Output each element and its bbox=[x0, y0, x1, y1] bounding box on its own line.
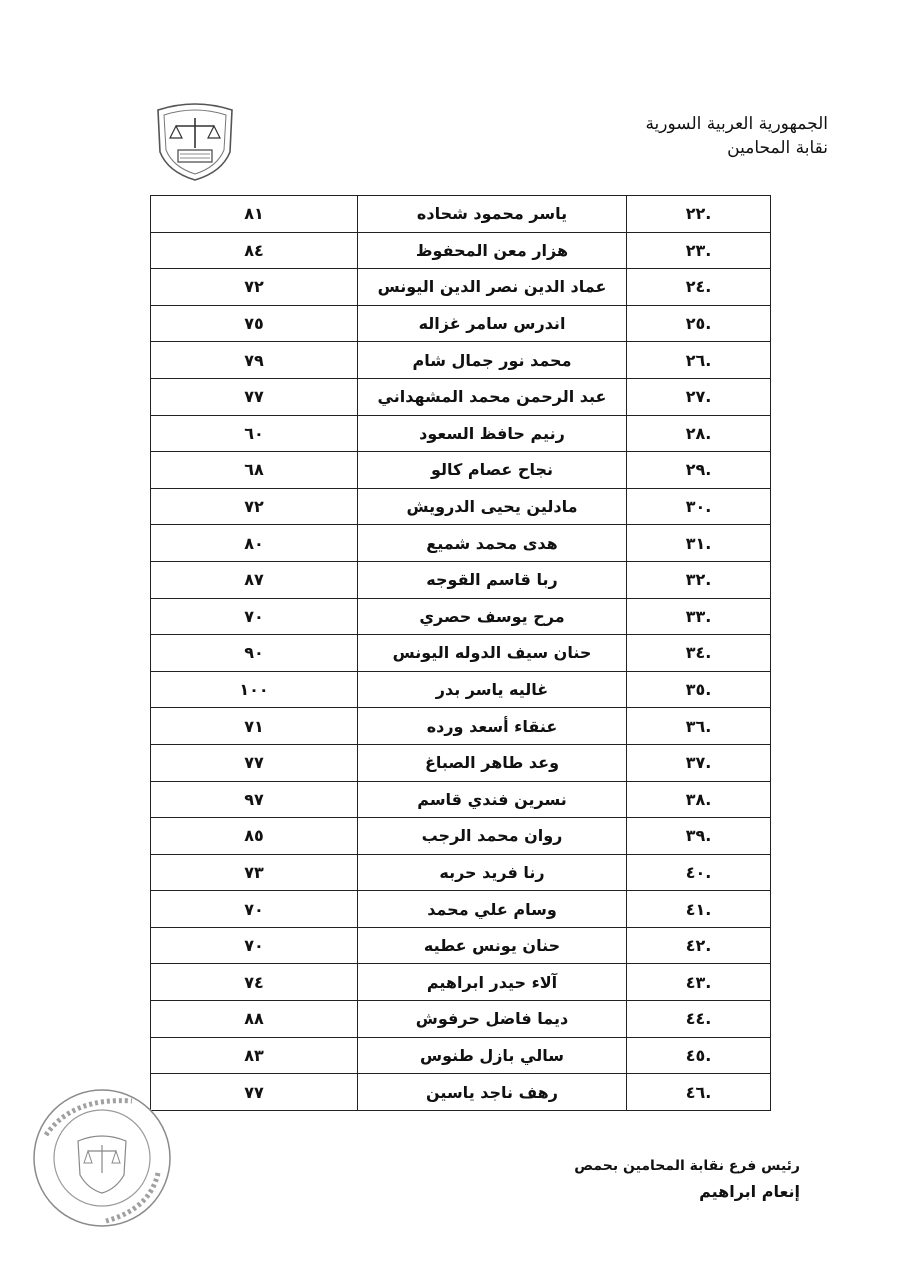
name-cell: عماد الدين نصر الدين اليونس bbox=[358, 269, 627, 306]
table-row bbox=[151, 561, 771, 598]
score-cell: ٧٥ bbox=[151, 305, 358, 342]
table-row bbox=[151, 1074, 771, 1111]
row-number-cell: .٤٠ bbox=[627, 854, 771, 891]
row-number-cell: .٣١ bbox=[627, 525, 771, 562]
score-cell: ٨١ bbox=[151, 196, 358, 233]
table-row bbox=[151, 598, 771, 635]
table-row bbox=[151, 781, 771, 818]
row-number-cell: .٣٣ bbox=[627, 598, 771, 635]
row-number-cell: .٣٥ bbox=[627, 671, 771, 708]
table-row bbox=[151, 891, 771, 928]
row-number-cell: .٢٥ bbox=[627, 305, 771, 342]
name-cell: هزار معن المحفوظ bbox=[358, 232, 627, 269]
table-row bbox=[151, 415, 771, 452]
row-number-cell: .٢٢ bbox=[627, 196, 771, 233]
name-cell: حنان سيف الدوله اليونس bbox=[358, 635, 627, 672]
score-cell: ٨٠ bbox=[151, 525, 358, 562]
table-row bbox=[151, 744, 771, 781]
row-number-cell: .٢٣ bbox=[627, 232, 771, 269]
score-cell: ٧٢ bbox=[151, 488, 358, 525]
score-cell: ٨٥ bbox=[151, 818, 358, 855]
row-number-cell: .٣٢ bbox=[627, 561, 771, 598]
name-cell: رنيم حافظ السعود bbox=[358, 415, 627, 452]
name-cell: هدى محمد شميع bbox=[358, 525, 627, 562]
table-row bbox=[151, 452, 771, 489]
table-row bbox=[151, 964, 771, 1001]
name-cell: ياسر محمود شحاده bbox=[358, 196, 627, 233]
row-number-cell: .٢٩ bbox=[627, 452, 771, 489]
row-number-cell: .٢٦ bbox=[627, 342, 771, 379]
score-cell: ٦٨ bbox=[151, 452, 358, 489]
name-cell: رهف ناجد ياسين bbox=[358, 1074, 627, 1111]
name-cell: سالي بازل طنوس bbox=[358, 1037, 627, 1074]
name-cell: نسرين فندي قاسم bbox=[358, 781, 627, 818]
score-cell: ٦٠ bbox=[151, 415, 358, 452]
score-cell: ٧٠ bbox=[151, 598, 358, 635]
table-row bbox=[151, 927, 771, 964]
document-header bbox=[645, 112, 828, 160]
name-cell: اندرس سامر غزاله bbox=[358, 305, 627, 342]
name-cell: وعد طاهر الصباغ bbox=[358, 744, 627, 781]
score-cell: ٩٠ bbox=[151, 635, 358, 672]
row-number-cell: .٣٠ bbox=[627, 488, 771, 525]
table-row bbox=[151, 671, 771, 708]
name-cell: حنان يونس عطيه bbox=[358, 927, 627, 964]
table-row bbox=[151, 818, 771, 855]
row-number-cell: .٣٧ bbox=[627, 744, 771, 781]
row-number-cell: .٤٥ bbox=[627, 1037, 771, 1074]
score-cell: ٧٢ bbox=[151, 269, 358, 306]
table-row bbox=[151, 342, 771, 379]
score-cell: ٧٠ bbox=[151, 927, 358, 964]
name-cell: مادلين يحيى الدرويش bbox=[358, 488, 627, 525]
name-cell: نجاح عصام كالو bbox=[358, 452, 627, 489]
score-cell: ٧٧ bbox=[151, 744, 358, 781]
name-cell: ديما فاضل حرفوش bbox=[358, 1001, 627, 1038]
official-stamp-icon bbox=[22, 1083, 182, 1233]
row-number-cell: .٤١ bbox=[627, 891, 771, 928]
row-number-cell: .٤٢ bbox=[627, 927, 771, 964]
table-row bbox=[151, 635, 771, 672]
row-number-cell: .٢٧ bbox=[627, 378, 771, 415]
table-row bbox=[151, 196, 771, 233]
name-cell: عنقاء أسعد ورده bbox=[358, 708, 627, 745]
row-number-cell: .٣٤ bbox=[627, 635, 771, 672]
score-cell: ٧٧ bbox=[151, 1074, 358, 1111]
name-cell: محمد نور جمال شام bbox=[358, 342, 627, 379]
score-cell: ٧١ bbox=[151, 708, 358, 745]
score-cell: ٨٨ bbox=[151, 1001, 358, 1038]
table-row bbox=[151, 305, 771, 342]
table-row bbox=[151, 1037, 771, 1074]
name-cell: روان محمد الرجب bbox=[358, 818, 627, 855]
name-cell: مرح يوسف حصري bbox=[358, 598, 627, 635]
signature-block bbox=[574, 1158, 800, 1201]
name-cell: وسام علي محمد bbox=[358, 891, 627, 928]
name-cell: غاليه ياسر بدر bbox=[358, 671, 627, 708]
score-cell: ٨٣ bbox=[151, 1037, 358, 1074]
score-cell: ٨٧ bbox=[151, 561, 358, 598]
name-cell: رنا فريد حربه bbox=[358, 854, 627, 891]
name-cell: عبد الرحمن محمد المشهداني bbox=[358, 378, 627, 415]
row-number-cell: .٤٣ bbox=[627, 964, 771, 1001]
organization-name: نقابة المحامين bbox=[727, 138, 828, 158]
table-row bbox=[151, 232, 771, 269]
score-cell: ٩٧ bbox=[151, 781, 358, 818]
score-cell: ٨٤ bbox=[151, 232, 358, 269]
bar-association-logo-icon bbox=[152, 102, 238, 182]
row-number-cell: .٤٤ bbox=[627, 1001, 771, 1038]
name-cell: ربا قاسم القوجه bbox=[358, 561, 627, 598]
name-cell: آلاء حيدر ابراهيم bbox=[358, 964, 627, 1001]
table-row bbox=[151, 854, 771, 891]
row-number-cell: .٣٩ bbox=[627, 818, 771, 855]
table-row bbox=[151, 708, 771, 745]
row-number-cell: .٢٤ bbox=[627, 269, 771, 306]
table-row bbox=[151, 525, 771, 562]
results-table bbox=[150, 195, 771, 1111]
score-cell: ٧٤ bbox=[151, 964, 358, 1001]
table-row bbox=[151, 378, 771, 415]
score-cell: ٧٧ bbox=[151, 378, 358, 415]
row-number-cell: .٢٨ bbox=[627, 415, 771, 452]
row-number-cell: .٤٦ bbox=[627, 1074, 771, 1111]
table-row bbox=[151, 1001, 771, 1038]
row-number-cell: .٣٦ bbox=[627, 708, 771, 745]
score-cell: ٧٩ bbox=[151, 342, 358, 379]
score-cell: ١٠٠ bbox=[151, 671, 358, 708]
score-cell: ٧٠ bbox=[151, 891, 358, 928]
table-row bbox=[151, 488, 771, 525]
signatory-name: إنعام ابراهيم bbox=[699, 1182, 800, 1201]
row-number-cell: .٣٨ bbox=[627, 781, 771, 818]
signatory-title: رئيس فرع نقابة المحامين بحمص bbox=[574, 1158, 800, 1174]
country-name: الجمهورية العربية السورية bbox=[645, 114, 828, 134]
score-cell: ٧٣ bbox=[151, 854, 358, 891]
table-row bbox=[151, 269, 771, 306]
